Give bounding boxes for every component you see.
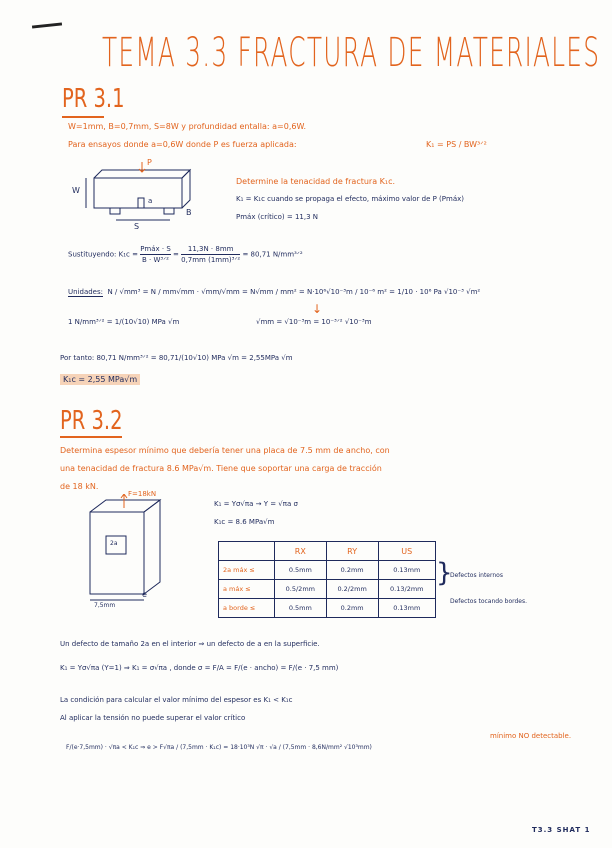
plate-top — [90, 500, 160, 512]
table-cell: 0.2mm — [326, 599, 378, 618]
statement-line-3: de 18 kN. — [60, 482, 99, 491]
units-conv: 1 N/mm³ᐟ² = 1/(10√10) MPa √m — [68, 318, 180, 326]
condition-line: La condición para calcular el valor mínimo del espesor es K₁ < K₁c — [60, 696, 293, 704]
units-arrow-note: √mm = √10⁻³m = 10⁻³ᐟ² √10⁻³m — [256, 318, 372, 326]
table-cell: 0.5mm — [274, 561, 326, 580]
kc-note: K₁ = K₁c cuando se propaga el efecto, máximo valor de P (Pmáx) — [236, 195, 464, 203]
table-cell: a borde ≤ — [219, 599, 275, 618]
defect-line: Un defecto de tamaño 2a en el interior ⇒ un defecto de a en la superficie. — [60, 640, 320, 648]
section-underline-2 — [60, 436, 122, 438]
table-cell: 0.13mm — [378, 561, 435, 580]
down-arrow-icon: ↓ — [312, 302, 323, 316]
table-header-row — [219, 542, 436, 561]
brace-label-internal: Defectos internos — [450, 572, 503, 579]
final-expression: F/(e·7,5mm) · √πa < K₁c ⇒ e > F√πa / (7,5mm · K₁c) = 18·10³N √π · √a / (7,5mm · 8,6N/mm² √10³mm) — [66, 744, 372, 751]
support-right — [164, 208, 174, 214]
specimen-side — [182, 170, 190, 208]
statement-line-1: Determina espesor mínimo que debería tener una placa de 7.5 mm de ancho, con — [60, 446, 390, 455]
plate-figure — [84, 494, 174, 609]
table-row — [219, 599, 436, 618]
brace-label-edge: Defectos tocando bordes. — [450, 598, 528, 605]
fig-b-label: B — [186, 208, 192, 217]
fig-width-label: 7,5mm — [94, 602, 116, 609]
table-cell: 0.5mm — [274, 599, 326, 618]
table-cell: 0.13/2mm — [378, 580, 435, 599]
apply-line: Al aplicar la tensión no puede superar el valor crítico — [60, 714, 246, 722]
determine-line: Determine la tenacidad de fractura K₁c. — [236, 177, 396, 186]
fig-s-label: S — [134, 222, 140, 231]
crack-notch — [138, 198, 144, 208]
force-arrow — [121, 494, 127, 508]
table-cell: 0.5/2mm — [274, 580, 326, 599]
ensayo-formula: K₁ = PS / BW³ᐟ² — [426, 140, 487, 149]
tanto-line: Por tanto: 80,71 N/mm³ᐟ² = 80,71/(10√10) MPa √m = 2,55MPa √m — [60, 354, 293, 362]
fig-force-label: F=18kN — [128, 490, 157, 498]
statement-line-2: una tenacidad de fractura 8.6 MPa√m. Tiene que soportar una carga de tracción — [60, 464, 382, 473]
fig-e-label: e — [142, 590, 147, 599]
ensayo-line: Para ensayos donde a=0,6W donde P es fuerza aplicada: — [68, 140, 297, 149]
table-row — [219, 580, 436, 599]
table-header-cell — [219, 542, 275, 561]
section-heading-pr31: PR 3.1 — [62, 84, 125, 114]
support-left — [110, 208, 120, 214]
k1c-value: K₁c = 8.6 MPa√m — [214, 518, 275, 526]
pmax-line: Pmáx (crítico) = 11,3 N — [236, 213, 319, 221]
table-cell: 0.2mm — [326, 561, 378, 580]
page-tag: T3.3 SHAT 1 — [532, 826, 591, 834]
table-cell: a máx ≤ — [219, 580, 275, 599]
plate-side — [144, 500, 160, 594]
table-cell: 0.2/2mm — [326, 580, 378, 599]
section-heading-pr32: PR 3.2 — [60, 406, 123, 436]
corner-mark — [32, 22, 62, 28]
page-title: TEMA 3.3 FRACTURA DE MATERIALES — [102, 30, 601, 76]
fig-a-label: a — [148, 197, 153, 205]
table-header-cell: RX — [274, 542, 326, 561]
table-cell: 0.13mm — [378, 599, 435, 618]
table-cell: 2a máx ≤ — [219, 561, 275, 580]
data-line: W=1mm, B=0,7mm, S=8W y profundidad entalla: a=0,6W. — [68, 122, 306, 131]
fig-2a-label: 2a — [110, 540, 118, 547]
load-arrow — [139, 162, 145, 172]
sust-label: Sustituyendo: K₁c = $\frac{\text{Pmáx · S}}{\text{B · W³ᐟ²}}$ = $\frac{11,3N \cdot 8mm}{\text{0,7mm (1mm)³ᐟ²}}$ = 80,71 N/mm³ᐟ² — [68, 245, 303, 264]
detection-table — [218, 541, 436, 618]
final-note: mínimo NO detectable. — [490, 732, 572, 740]
k1-relation: K₁ = Yσ√πa → Y = √πa σ — [214, 500, 298, 508]
fig-w-label: W — [72, 186, 80, 195]
table-header-cell: US — [378, 542, 435, 561]
result-box: K₁c = 2,55 MPa√m — [60, 374, 140, 385]
specimen-figure — [70, 160, 200, 230]
brace-icon: } — [436, 558, 453, 588]
table-header-cell: RY — [326, 542, 378, 561]
table-row — [219, 561, 436, 580]
k1-line: K₁ = Yσ√πa (Y=1) ⇒ K₁ = σ√πa , donde σ = F/A = F/(e · ancho) = F/(e · 7,5 mm) — [60, 664, 339, 672]
fig-p-label: P — [147, 158, 152, 167]
units-line: Unidades: N / √mm³ = N / mm√mm · √mm/√mm = N√mm / mm² = N·10⁶√10⁻³m / 10⁻⁶ m² = 1/10 · 10⁶ Pa √10⁻³ √m² — [68, 288, 481, 296]
section-underline — [62, 116, 104, 118]
plate-front — [90, 512, 144, 594]
